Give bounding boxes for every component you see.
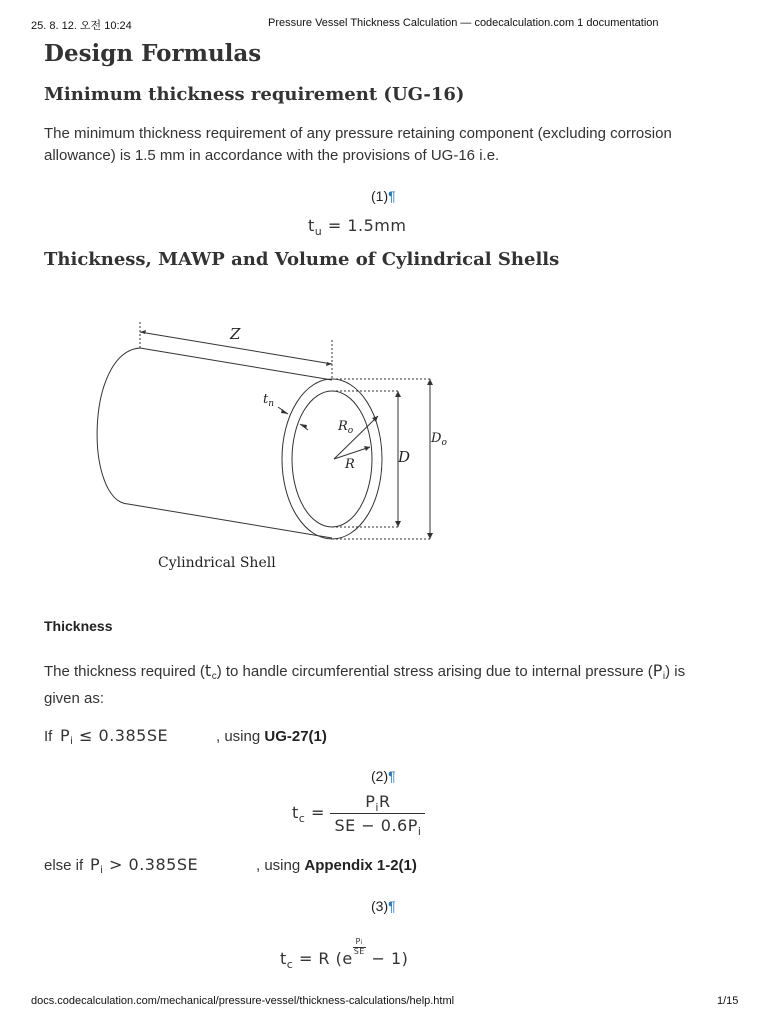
cylindrical-shell-figure bbox=[80, 312, 460, 577]
equation-3-permalink[interactable]: ¶ bbox=[388, 898, 396, 914]
min-para-line-2: allowance) is 1.5 mm in accordance with the provisions of UG-16 i.e. bbox=[44, 147, 500, 164]
condition-1-if: If bbox=[44, 728, 53, 745]
label-ro: $R_o$ bbox=[338, 419, 354, 436]
condition-2-expression: $P_i > 0.385SE$ bbox=[90, 855, 199, 876]
equation-2: $t_c$ = $\frac{P_iR}{SE - 0.6P_i}$ bbox=[292, 792, 425, 835]
equation-3: $t_c = R$ (e $\frac{Pi}{SE}$ − 1) bbox=[280, 937, 409, 971]
page-heading: Design Formulas bbox=[44, 40, 262, 67]
equation-1-permalink[interactable]: ¶ bbox=[388, 188, 396, 204]
equation-2-permalink[interactable]: ¶ bbox=[388, 768, 396, 784]
min-thickness-paragraph bbox=[44, 123, 734, 167]
thickness-para-line-2: given as: bbox=[44, 690, 105, 707]
label-d: D bbox=[398, 448, 411, 466]
equation-1-label: (1)¶ bbox=[371, 188, 396, 204]
condition-2-else-if: else if bbox=[44, 857, 84, 874]
equation-2-fraction: $\frac{P_iR}{SE - 0.6P_i}$ bbox=[330, 792, 425, 835]
print-page-number: 1/15 bbox=[717, 995, 739, 1007]
equation-3-label: (3)¶ bbox=[371, 898, 396, 914]
print-page-title: Pressure Vessel Thickness Calculation — codecalculation.com 1 documentation bbox=[268, 17, 659, 29]
equation-1: $t_u = 1.5mm$ bbox=[308, 216, 407, 238]
min-para-line-1: The minimum thickness requirement of any pressure retaining component (excluding corrosion bbox=[44, 125, 672, 142]
condition-2-reference: , using Appendix 1-2(1) bbox=[256, 857, 417, 874]
thickness-para-line-1: The thickness required $(t_c)$ to handle circumferential stress arising due to internal pressure $(P_i)$ is bbox=[44, 661, 686, 682]
equation-2-label: (2)¶ bbox=[371, 768, 396, 784]
subheading-thickness: Thickness bbox=[44, 618, 113, 634]
print-url: docs.codecalculation.com/mechanical/pressure-vessel/thickness-calculations/help.html bbox=[31, 995, 455, 1007]
equation-3-exponent: $\frac{Pi}{SE}$ bbox=[353, 937, 365, 956]
thickness-paragraph bbox=[44, 660, 734, 710]
section-heading-cylindrical-shells: Thickness, MAWP and Volume of Cylindrical Shells bbox=[44, 249, 560, 270]
section-heading-min-thickness: Minimum thickness requirement (UG-16) bbox=[44, 84, 465, 105]
label-r: R bbox=[345, 457, 355, 472]
figure-caption: Cylindrical Shell bbox=[158, 555, 276, 571]
label-tn: $t_n$ bbox=[263, 392, 275, 409]
condition-1-expression: $P_i \le 0.385SE$ bbox=[60, 726, 169, 747]
print-datetime: 25. 8. 12. 오전 10:24 bbox=[31, 20, 132, 32]
condition-1-reference: , using UG-27(1) bbox=[216, 728, 327, 745]
label-z: Z bbox=[230, 325, 241, 343]
label-do: $D_o$ bbox=[431, 431, 447, 448]
